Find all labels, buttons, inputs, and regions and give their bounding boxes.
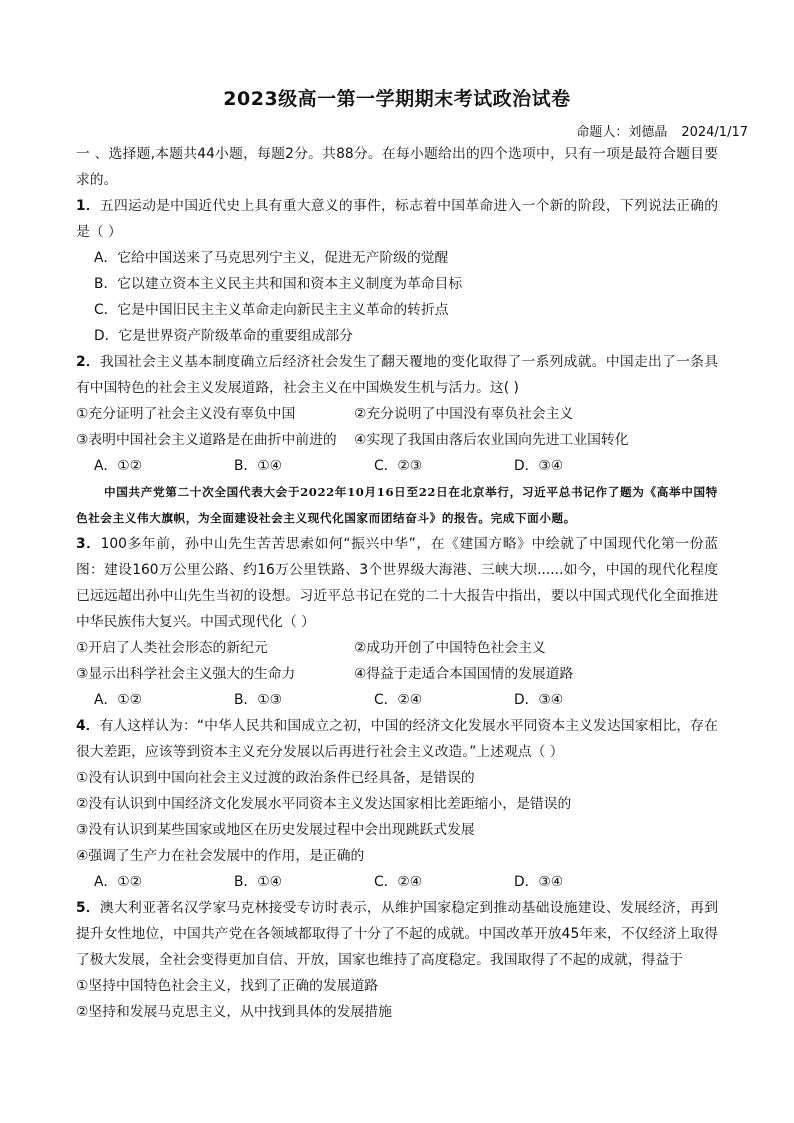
question-5-statement-2: ②坚持和发展马克思主义，从中找到具体的发展措施 (76, 1004, 392, 1020)
question-2-number: 2． (76, 354, 100, 370)
question-1-option-c: C．它是中国旧民主主义革命走向新民主主义革命的转折点 (94, 302, 449, 318)
question-4-stem (76, 713, 718, 765)
question-3-statement-4: ④得益于走适合本国国情的发展道路 (354, 666, 574, 682)
question-2-statement-1: ①充分证明了社会主义没有辜负中国 (76, 406, 296, 422)
question-2-text: 我国社会主义基本制度确立后经济社会发生了翻天覆地的变化取得了一系列成就。中国走出了一条具有中国特色的社会主义发展道路，社会主义在中国焕发生机与活力。这( ) (76, 354, 719, 396)
question-2-choice-a: A．①② (94, 458, 142, 474)
question-4-statement-1: ①没有认识到中国向社会主义过渡的政治条件已经具备，是错误的 (76, 770, 475, 786)
question-1-number: 1． (76, 198, 100, 214)
question-1-option-b: B．它以建立资本主义民主共和国和资本主义制度为革命目标 (94, 276, 463, 292)
question-1-text: 五四运动是中国近代史上具有重大意义的事件，标志着中国革命进入一个新的阶段，下列说法正确的是（ ） (76, 198, 719, 240)
question-3-statement-1: ①开启了人类社会形态的新纪元 (76, 640, 268, 656)
exam-content (76, 141, 718, 1025)
question-4-statement-2: ②没有认识到中国经济文化发展水平同资本主义发达国家相比差距缩小，是错误的 (76, 796, 572, 812)
question-2-choice-b: B．①④ (234, 458, 282, 474)
exam-title: 2023级高一第一学期期末考试政治试卷 (223, 88, 571, 110)
question-2-statement-2: ②充分说明了中国没有辜负社会主义 (354, 406, 574, 422)
material-intro: 中国共产党第二十次全国代表大会于2022年10月16日至22日在北京举行，习近平总书记作了题为《高举中国特色社会主义伟大旗帜，为全面建设社会主义现代化国家而团结奋斗》的报告。完成下面小题。 (76, 485, 718, 525)
author-line (562, 121, 748, 140)
question-4-statement-3: ③没有认识到某些国家或地区在历史发展过程中会出现跳跃式发展 (76, 822, 475, 838)
question-4-statement-4: ④强调了生产力在社会发展中的作用，是正确的 (76, 848, 365, 864)
question-2-statement-4: ④实现了我国由落后农业国向先进工业国转化 (354, 432, 629, 448)
question-4-choice-b: B．①④ (234, 874, 282, 890)
question-1-option-d: D．它是世界资产阶级革命的重要组成部分 (94, 328, 353, 344)
question-2-choice-d: D．③④ (514, 458, 564, 474)
question-3-statements-row-1 (76, 635, 718, 661)
question-3-statement-3: ③显示出科学社会主义强大的生命力 (76, 666, 296, 682)
question-4-number: 4． (76, 718, 100, 734)
question-3-statements-row-2 (76, 661, 718, 687)
question-2-statements-row-2 (76, 427, 718, 453)
question-4-choice-a: A．①② (94, 874, 142, 890)
question-5-statement-1: ①坚持中国特色社会主义，找到了正确的发展道路 (76, 978, 379, 994)
question-4-text: 有人这样认为：“中华人民共和国成立之初，中国的经济文化发展水平同资本主义发达国家相比，存在很大差距，应该等到资本主义充分发展以后再进行社会主义改造。”上述观点（ ） (76, 718, 718, 760)
author-date: 2024/1/17 (681, 125, 748, 140)
question-3-choice-c: C．②④ (374, 692, 423, 708)
author-label: 命题人：刘德晶 (576, 125, 668, 140)
question-3-statement-2: ②成功开创了中国特色社会主义 (354, 640, 546, 656)
question-3-choice-d: D．③④ (514, 692, 564, 708)
question-4-choice-d: D．③④ (514, 874, 564, 890)
question-3-stem (76, 531, 718, 635)
question-3-choice-a: A．①② (94, 692, 142, 708)
question-1-option-a: A．它给中国送来了马克思列宁主义，促进无产阶级的觉醒 (94, 250, 449, 266)
question-3-choice-b: B．①③ (234, 692, 282, 708)
question-2-statement-3: ③表明中国社会主义道路是在曲折中前进的 (76, 432, 337, 448)
section-instructions: 一 、选择题,本题共44小题，每题2分。共88分。在每小题给出的四个选项中，只有一项是最符合题目要求的。 (76, 146, 718, 188)
question-5-stem (76, 895, 718, 973)
question-1-stem (76, 193, 718, 245)
question-3-choices (76, 687, 718, 713)
question-2-choices (76, 453, 718, 479)
question-3-text: 100多年前，孙中山先生苦苦思索如何“振兴中华”，在《建国方略》中绘就了中国现代化第一份蓝图：建设160万公里公路、约16万公里铁路、3个世界级大海港、三峡大坝......如今，中国的现代化程度已远远超出孙中山先生当初的设想。习近平总书记在党的二十大报告中指出，要以中国式现代化全面推进中华民族伟大复兴。中国式现代化（ ） (76, 536, 718, 630)
question-2-stem (76, 349, 718, 401)
question-5-text: 澳大利亚著名汉学家马克林接受专访时表示，从维护国家稳定到推动基础设施建设、发展经济，再到提升女性地位，中国共产党在各领域都取得了十分了不起的成就。中国改革开放45年来，不仅经济上取得了极大发展，全社会变得更加自信、开放，国家也维持了高度稳定。我国取得了不起的成就，得益于 (76, 900, 719, 968)
question-4-choices (76, 869, 718, 895)
question-3-number: 3． (76, 536, 101, 552)
question-5-number: 5． (76, 900, 100, 916)
question-4-choice-c: C．②④ (374, 874, 423, 890)
question-2-choice-c: C．②③ (374, 458, 423, 474)
question-2-statements-row-1 (76, 401, 718, 427)
